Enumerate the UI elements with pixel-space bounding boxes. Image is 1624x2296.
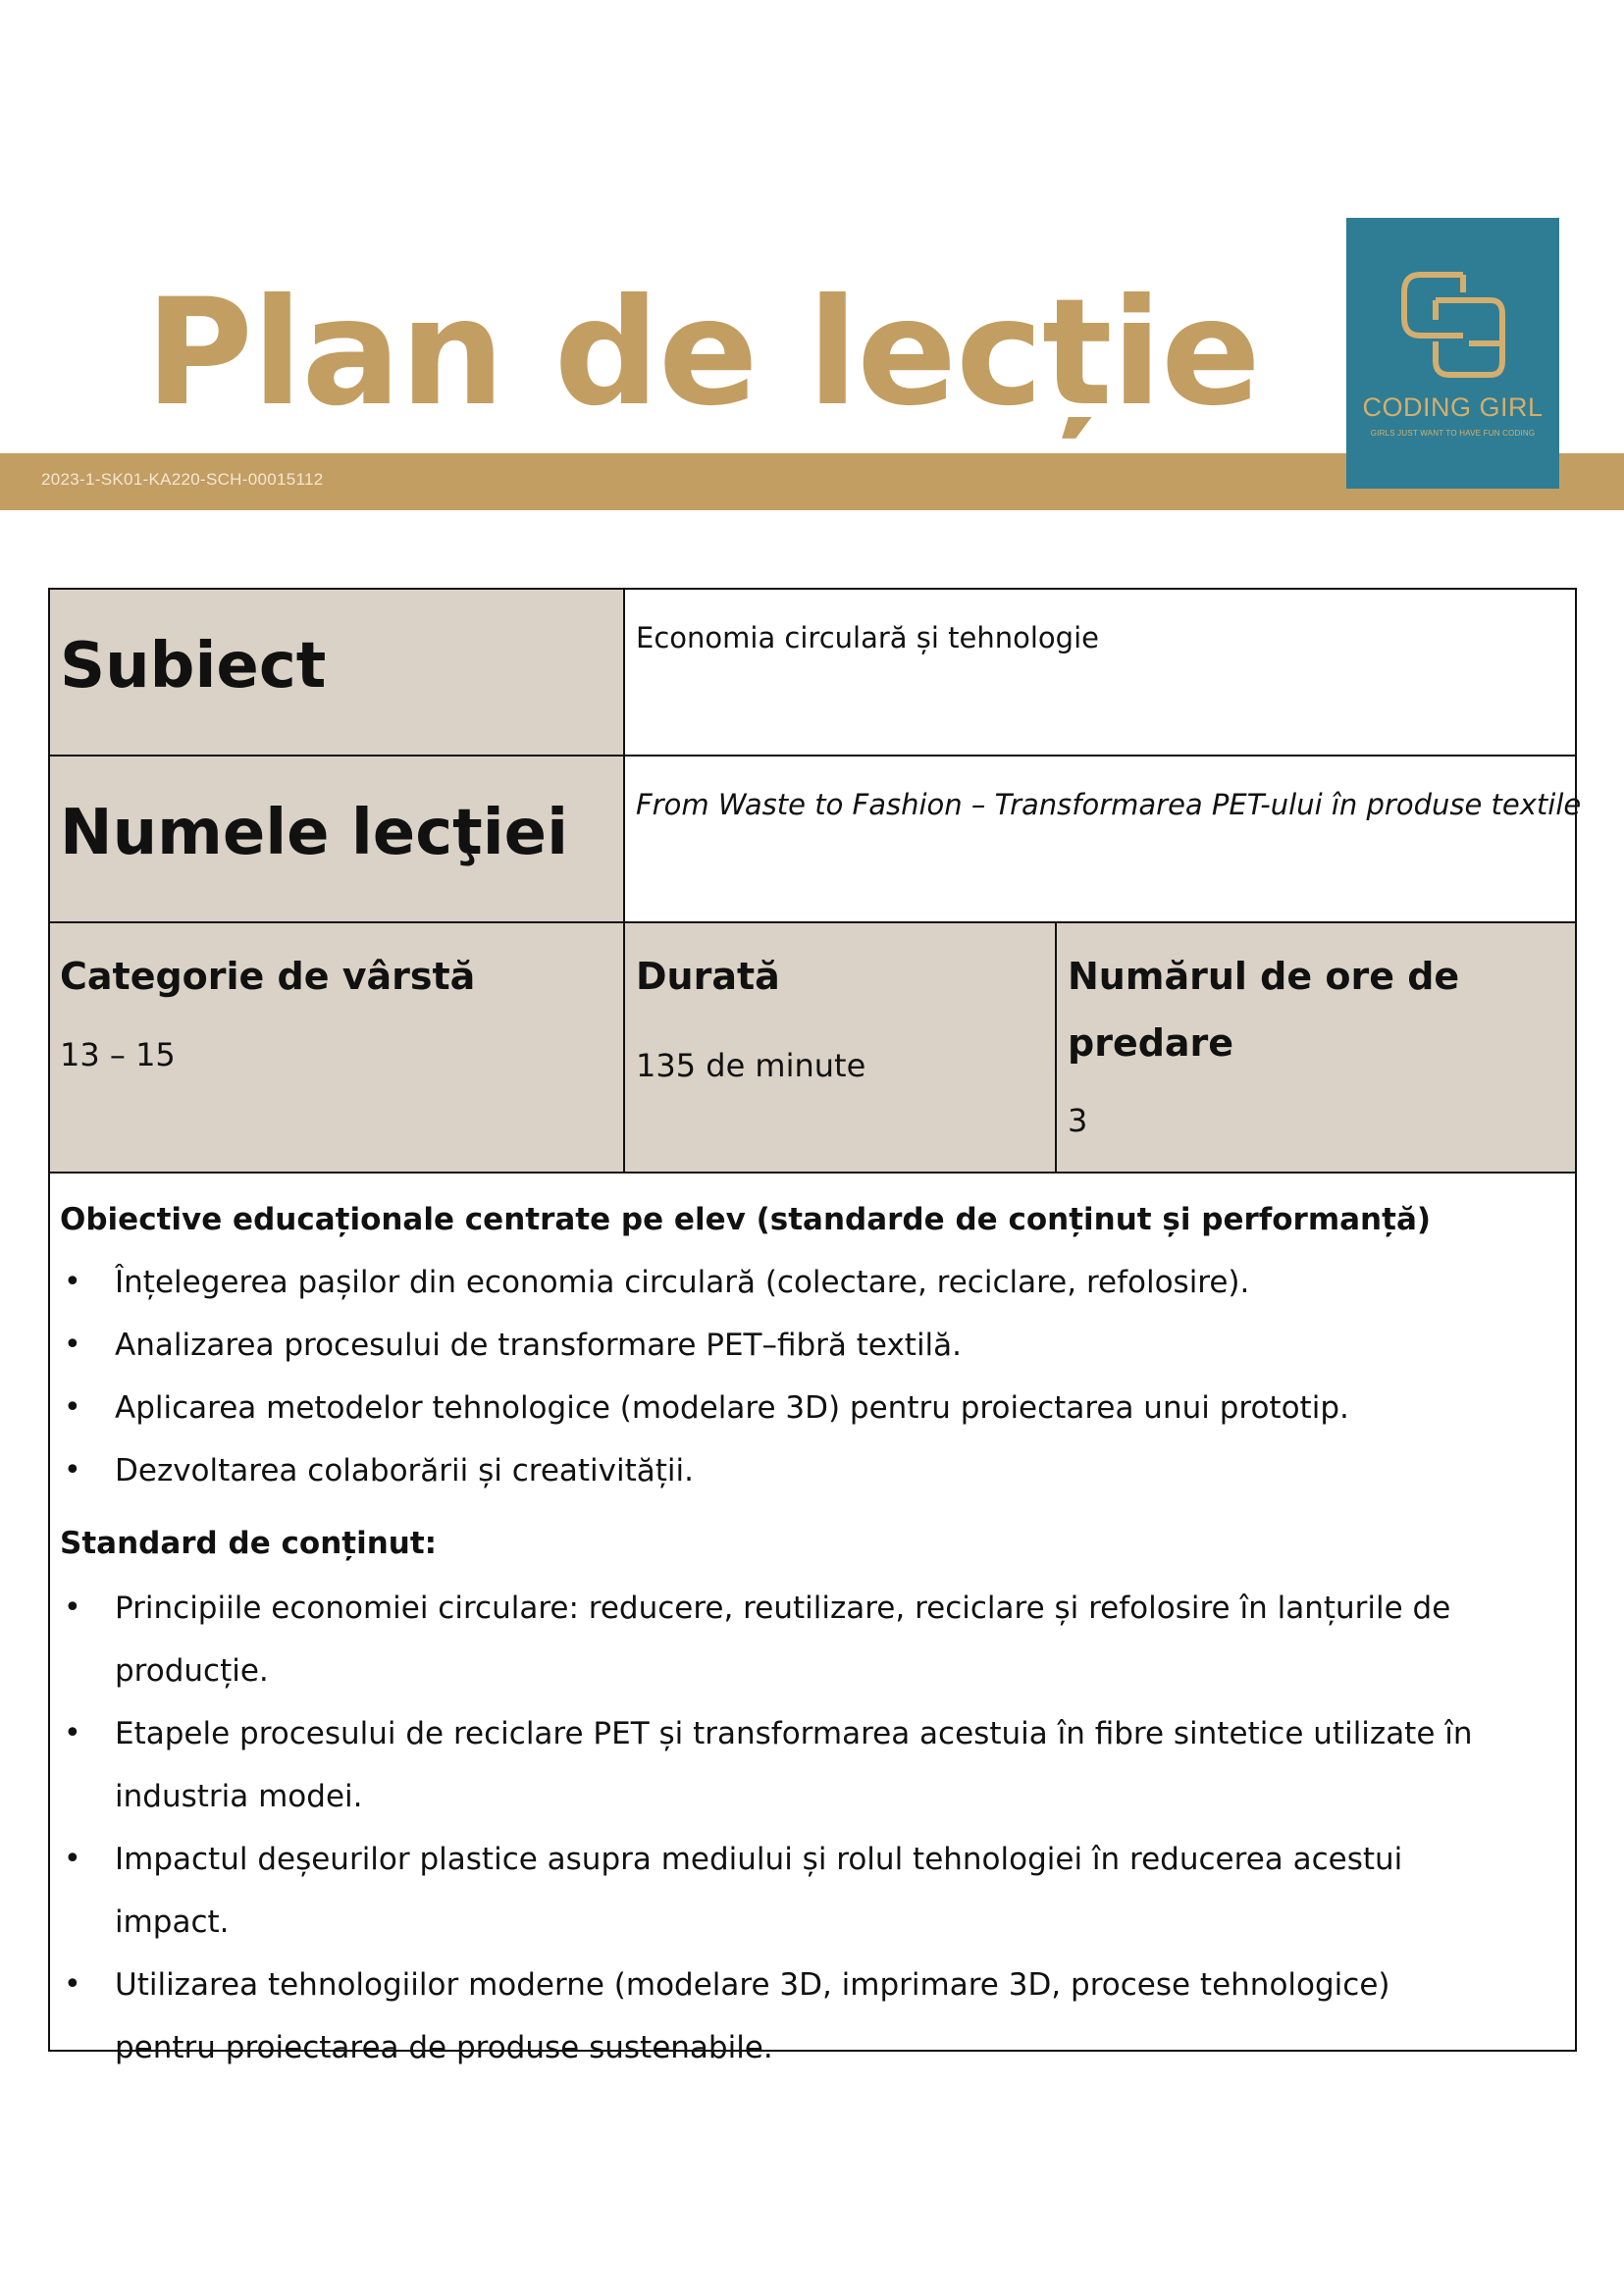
page-title: Plan de lecție bbox=[145, 268, 1260, 439]
lesson-name-label: Numele lecţiei bbox=[60, 797, 568, 869]
subject-value: Economia circulară și tehnologie bbox=[636, 621, 1099, 654]
row-divider bbox=[50, 755, 1575, 757]
duration-value: 135 de minute bbox=[636, 1047, 866, 1084]
objectives-heading: Obiective educaționale centrate pe elev (standarde de conținut și performanță) bbox=[60, 1202, 1432, 1237]
coding-girl-logo bbox=[1346, 218, 1559, 489]
hours-value: 3 bbox=[1068, 1102, 1088, 1139]
age-label: Categorie de vârstă bbox=[60, 955, 476, 998]
objectives-section bbox=[60, 1200, 1561, 2079]
list-item: • Înțelegerea pașilor din economia circulară (colectare, reciclare, refolosire). bbox=[60, 1251, 1561, 1314]
hours-label: Numărul de ore de predare bbox=[1068, 955, 1460, 1065]
lesson-table bbox=[48, 588, 1582, 2065]
list-item: • Aplicarea metodelor tehnologice (modelare 3D) pentru proiectarea unui prototip. bbox=[60, 1377, 1561, 1439]
project-code: 2023-1-SK01-KA220-SCH-00015112 bbox=[41, 470, 324, 489]
lesson-name-value: From Waste to Fashion – Transformarea PET-ului în produse textile bbox=[636, 788, 1582, 821]
age-value: 13 – 15 bbox=[60, 1036, 176, 1073]
content-standard-list bbox=[60, 1577, 1473, 2079]
column-divider bbox=[623, 590, 625, 1174]
list-item: • Analizarea procesului de transformare PET–fibră textilă. bbox=[60, 1314, 1561, 1377]
list-item: • Dezvoltarea colaborării și creativității. bbox=[60, 1439, 1561, 1502]
subject-label: Subiect bbox=[60, 630, 327, 703]
logo-tagline: GIRLS JUST WANT TO HAVE FUN CODING bbox=[1370, 429, 1536, 438]
list-item: • Utilizarea tehnologiilor moderne (modelare 3D, imprimare 3D, procese tehnologice) pentru proiectarea de produse sustenabile. bbox=[60, 1954, 1473, 2079]
logo-name: CODING GIRL bbox=[1362, 392, 1544, 422]
row-divider bbox=[50, 921, 1575, 923]
row-divider bbox=[50, 1172, 1575, 1174]
column-divider bbox=[1055, 921, 1057, 1174]
objectives-list bbox=[60, 1251, 1561, 1502]
cg-monogram-icon bbox=[1400, 257, 1506, 385]
list-item: • Principiile economiei circulare: reducere, reutilizare, reciclare și refolosire în lanțurile de producție. bbox=[60, 1577, 1473, 1702]
content-standard-heading: Standard de conținut: bbox=[60, 1526, 438, 1561]
list-item: • Impactul deșeurilor plastice asupra mediului și rolul tehnologiei în reducerea acestui impact. bbox=[60, 1828, 1473, 1954]
list-item: • Etapele procesului de reciclare PET și transformarea acestuia în fibre sintetice utilizate în industria modei. bbox=[60, 1702, 1473, 1828]
duration-label: Durată bbox=[636, 955, 780, 998]
